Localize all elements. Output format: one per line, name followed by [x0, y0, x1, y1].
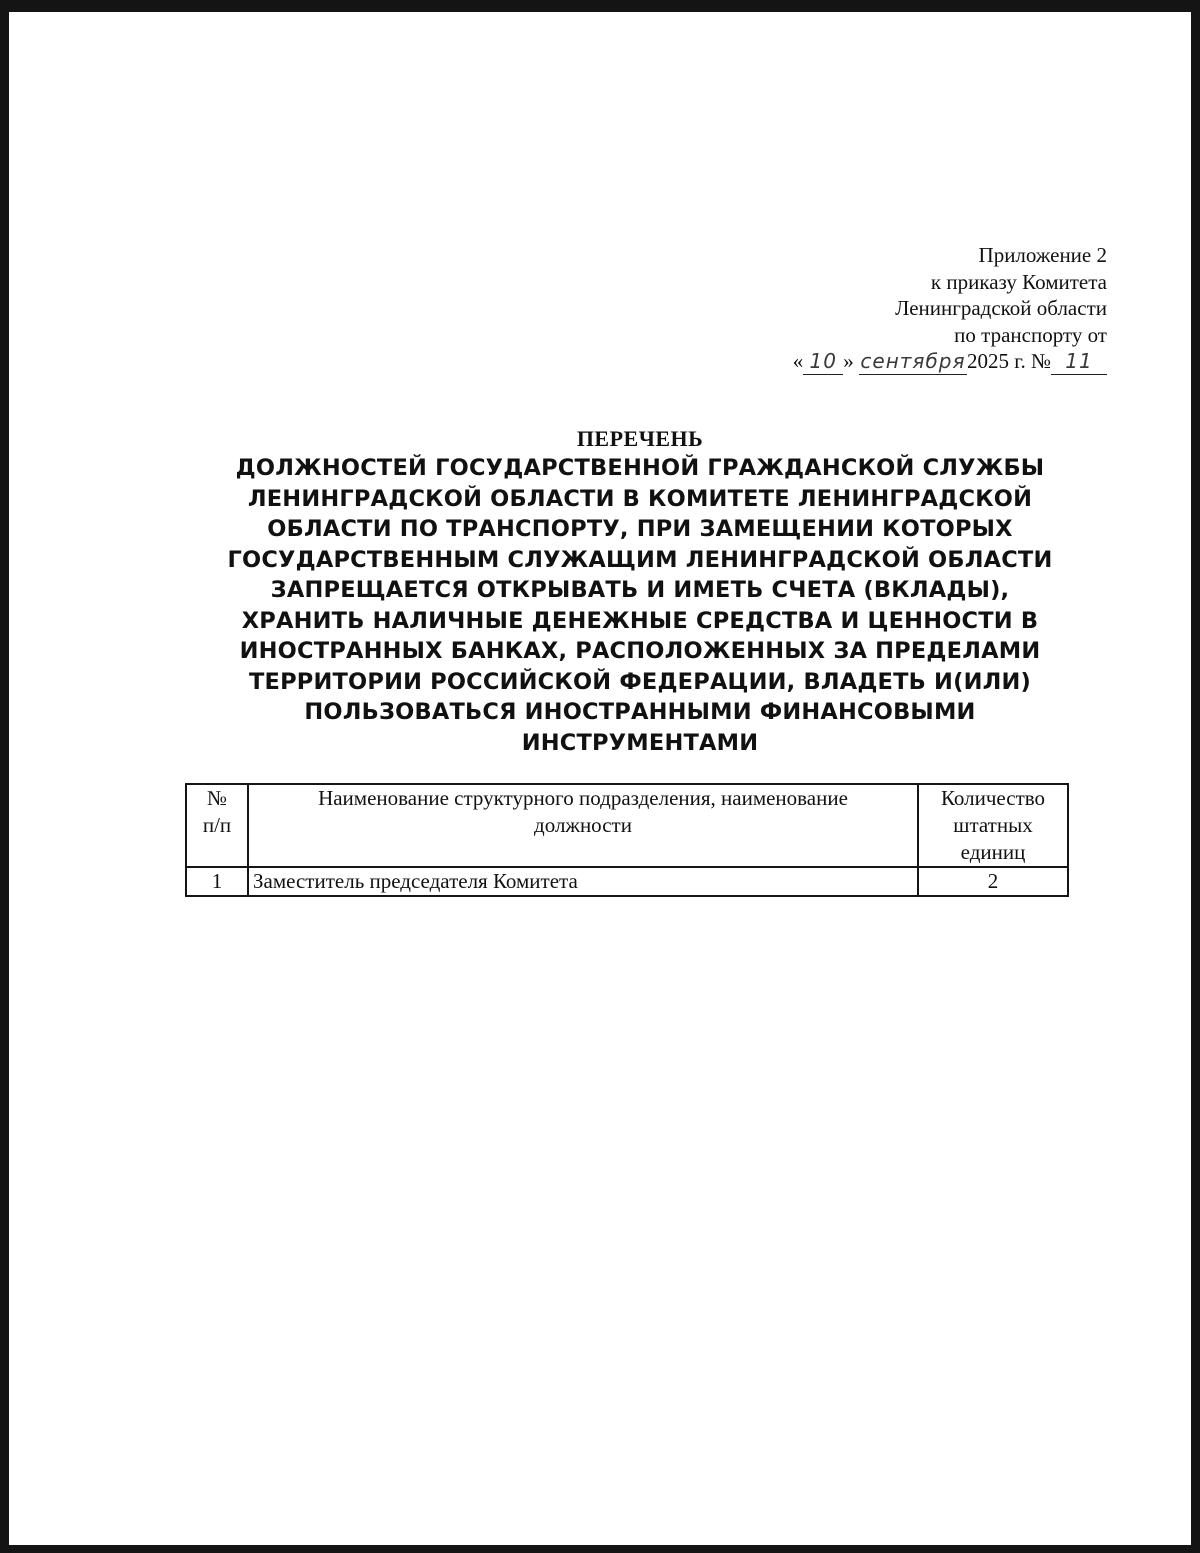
header-quantity-line-2: штатных — [953, 813, 1033, 837]
header-name-line-1: Наименование структурного подразделения, наименование — [318, 786, 848, 810]
scan-border-left — [0, 0, 9, 1553]
appendix-line-2: к приказу Комитета — [930, 269, 1107, 294]
header-quantity-line-3: единиц — [960, 840, 1026, 864]
scan-border-right — [1191, 0, 1200, 1553]
title-line-7: ИНОСТРАННЫХ БАНКАХ, РАСПОЛОЖЕННЫХ ЗА ПРЕДЕЛАМИ — [239, 638, 1041, 664]
title-line-2: ЛЕНИНГРАДСКОЙ ОБЛАСТИ В КОМИТЕТЕ ЛЕНИНГРАДСКОЙ — [247, 485, 1033, 512]
appendix-header — [793, 242, 1107, 375]
order-number-handwritten: 11 — [1051, 350, 1107, 375]
title-line-1: ДОЛЖНОСТЕЙ ГОСУДАРСТВЕННОЙ ГРАЖДАНСКОЙ СЛУЖБЫ — [235, 455, 1045, 481]
title-line-3: ОБЛАСТИ ПО ТРАНСПОРТУ, ПРИ ЗАМЕЩЕНИИ КОТОРЫХ — [267, 516, 1013, 542]
row-quantity: 2 — [918, 867, 1068, 896]
title-line-10: ИНСТРУМЕНТАМИ — [521, 729, 759, 756]
title-line-5: ЗАПРЕЩАЕТСЯ ОТКРЫВАТЬ И ИМЕТЬ СЧЕТА (ВКЛАДЫ), — [270, 577, 1010, 603]
document-title — [120, 425, 1160, 758]
title-line-9: ПОЛЬЗОВАТЬСЯ ИНОСТРАННЫМИ ФИНАНСОВЫМИ — [304, 699, 976, 725]
order-date-line — [793, 348, 1107, 375]
title-heading: ПЕРЕЧЕНЬ — [576, 426, 704, 451]
appendix-line-4: по транспорту от — [954, 322, 1107, 347]
title-line-6: ХРАНИТЬ НАЛИЧНЫЕ ДЕНЕЖНЫЕ СРЕДСТВА И ЦЕННОСТИ В — [241, 607, 1039, 634]
date-month-handwritten: сентября — [860, 349, 966, 373]
appendix-line-3: Ленинградской области — [895, 296, 1107, 320]
header-number-line-1: № — [206, 786, 228, 810]
header-name — [248, 784, 918, 867]
header-name-line-2: должности — [534, 813, 632, 837]
date-year-label: 2025 г. № — [966, 349, 1051, 373]
scan-border-top — [0, 0, 1200, 12]
title-line-8: ТЕРРИТОРИИ РОССИЙСКОЙ ФЕДЕРАЦИИ, ВЛАДЕТЬ И(ИЛИ) — [248, 668, 1032, 695]
title-line-4: ГОСУДАРСТВЕННЫМ СЛУЖАЩИМ ЛЕНИНГРАДСКОЙ ОБЛАСТИ — [227, 546, 1053, 573]
appendix-line-1: Приложение 2 — [978, 243, 1107, 267]
date-day-handwritten: 10 — [803, 350, 843, 375]
table-row — [186, 867, 1068, 896]
header-number-line-2: п/п — [202, 813, 232, 837]
header-quantity-line-1: Количество — [940, 786, 1046, 810]
date-close-quote: » — [843, 349, 854, 373]
table-header-row — [186, 784, 1068, 867]
scan-border-bottom — [0, 1545, 1200, 1553]
date-open-quote: « — [792, 349, 804, 373]
positions-table — [185, 783, 1069, 897]
header-number — [186, 784, 248, 867]
row-position-name: Заместитель председателя Комитета — [248, 867, 918, 896]
row-number: 1 — [186, 867, 248, 896]
header-quantity — [918, 784, 1068, 867]
